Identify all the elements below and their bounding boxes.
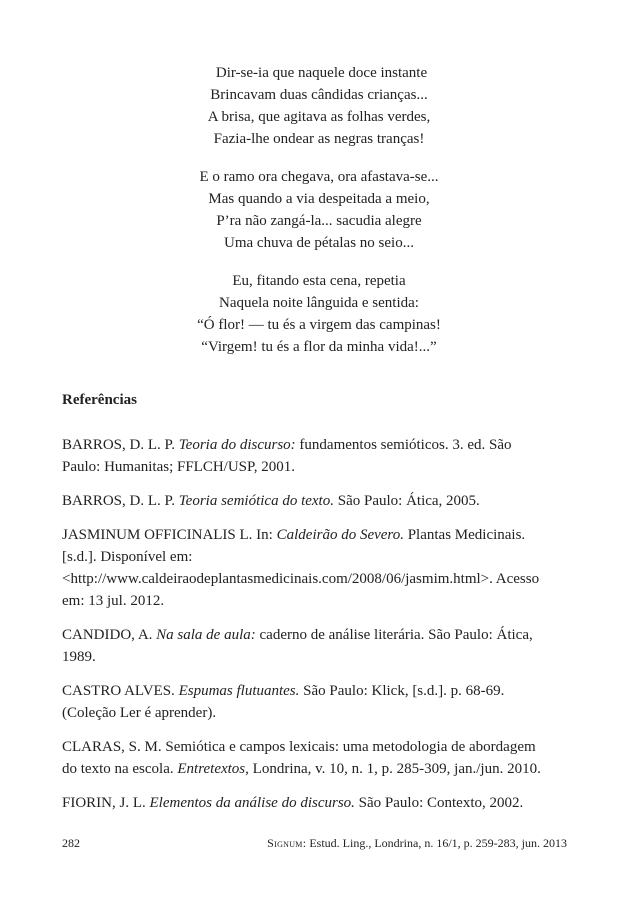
reference-text: CLARAS, S. M. Semiótica e campos lexicais: uma metodologia de abordagem do texto na escola. (62, 739, 536, 777)
reference-text: CASTRO ALVES. (62, 683, 179, 699)
reference-title: Teoria semiótica do texto. (178, 493, 334, 509)
reference-item (62, 490, 542, 512)
reference-text: Plantas Medicinais. [s.d.]. Disponível em: <http://www.caldeiraodeplantasmedicinais.com/2008/06/jasmim.html>. Acesso em: 13 jul. 2012. (62, 527, 540, 609)
reference-title: Na sala de aula: (156, 627, 256, 643)
reference-text: fundamentos semióticos. 3. ed. São Paulo: Humanitas; FFLCH/USP, 2001. (62, 437, 512, 475)
reference-text: São Paulo: Ática, 2005. (333, 493, 480, 509)
poem (0, 62, 638, 374)
poem-stanza (0, 270, 638, 358)
page-number: 282 (62, 836, 80, 850)
reference-item (62, 624, 542, 668)
reference-text: BARROS, D. L. P. (62, 437, 179, 453)
poem-line: “Ó flor! — tu és a virgem das campinas! (197, 317, 441, 333)
citation-details: Estud. Ling., Londrina, n. 16/1, p. 259-283, jun. 2013 (306, 836, 567, 850)
reference-text: FIORIN, J. L. (62, 795, 150, 811)
references-heading: Referências (62, 392, 137, 408)
reference-item (62, 434, 542, 478)
poem-line: Brincavam duas cândidas crianças... (210, 87, 428, 103)
reference-text: São Paulo: Contexto, 2002. (354, 795, 524, 811)
page-footer (62, 836, 567, 851)
poem-line: A brisa, que agitava as folhas verdes, (207, 109, 431, 125)
reference-title: Teoria do discurso: (178, 437, 296, 453)
journal-citation (267, 836, 567, 851)
references-list (62, 434, 542, 826)
poem-line: Mas quando a via despeitada a meio, (208, 191, 430, 207)
poem-stanza (0, 166, 638, 254)
reference-title: Espumas flutuantes. (178, 683, 300, 699)
poem-line: Dir-se-ia que naquele doce instante (215, 65, 428, 81)
reference-text: São Paulo: Klick, [s.d.]. p. 68-69. (Coleção Ler é aprender). (62, 683, 505, 721)
reference-text: BARROS, D. L. P. (62, 493, 179, 509)
journal-name: Signum: (267, 836, 307, 850)
reference-item (62, 680, 542, 724)
reference-text: JASMINUM OFFICINALIS L. In: (62, 527, 277, 543)
reference-item (62, 736, 542, 780)
reference-title: Caldeirão do Severo. (276, 527, 404, 543)
poem-line: P’ra não zangá-la... sacudia alegre (216, 213, 422, 229)
poem-line: Naquela noite lânguida e sentida: (219, 295, 419, 311)
poem-line: “Virgem! tu és a flor da minha vida!...” (201, 339, 437, 355)
reference-item (62, 792, 542, 814)
reference-title: Elementos da análise do discurso. (149, 795, 355, 811)
poem-line: Fazia-lhe ondear as negras tranças! (213, 131, 425, 147)
poem-line: Uma chuva de pétalas no seio... (224, 235, 414, 251)
poem-line: E o ramo ora chegava, ora afastava-se... (199, 169, 439, 185)
reference-title: Entretextos, (177, 761, 249, 777)
reference-item (62, 524, 542, 612)
reference-text: Londrina, v. 10, n. 1, p. 285-309, jan./jun. 2010. (248, 761, 541, 777)
reference-text: CANDIDO, A. (62, 627, 157, 643)
poem-line: Eu, fitando esta cena, repetia (232, 273, 406, 289)
poem-stanza (0, 62, 638, 150)
reference-text: caderno de análise literária. São Paulo: Ática, 1989. (62, 627, 533, 665)
